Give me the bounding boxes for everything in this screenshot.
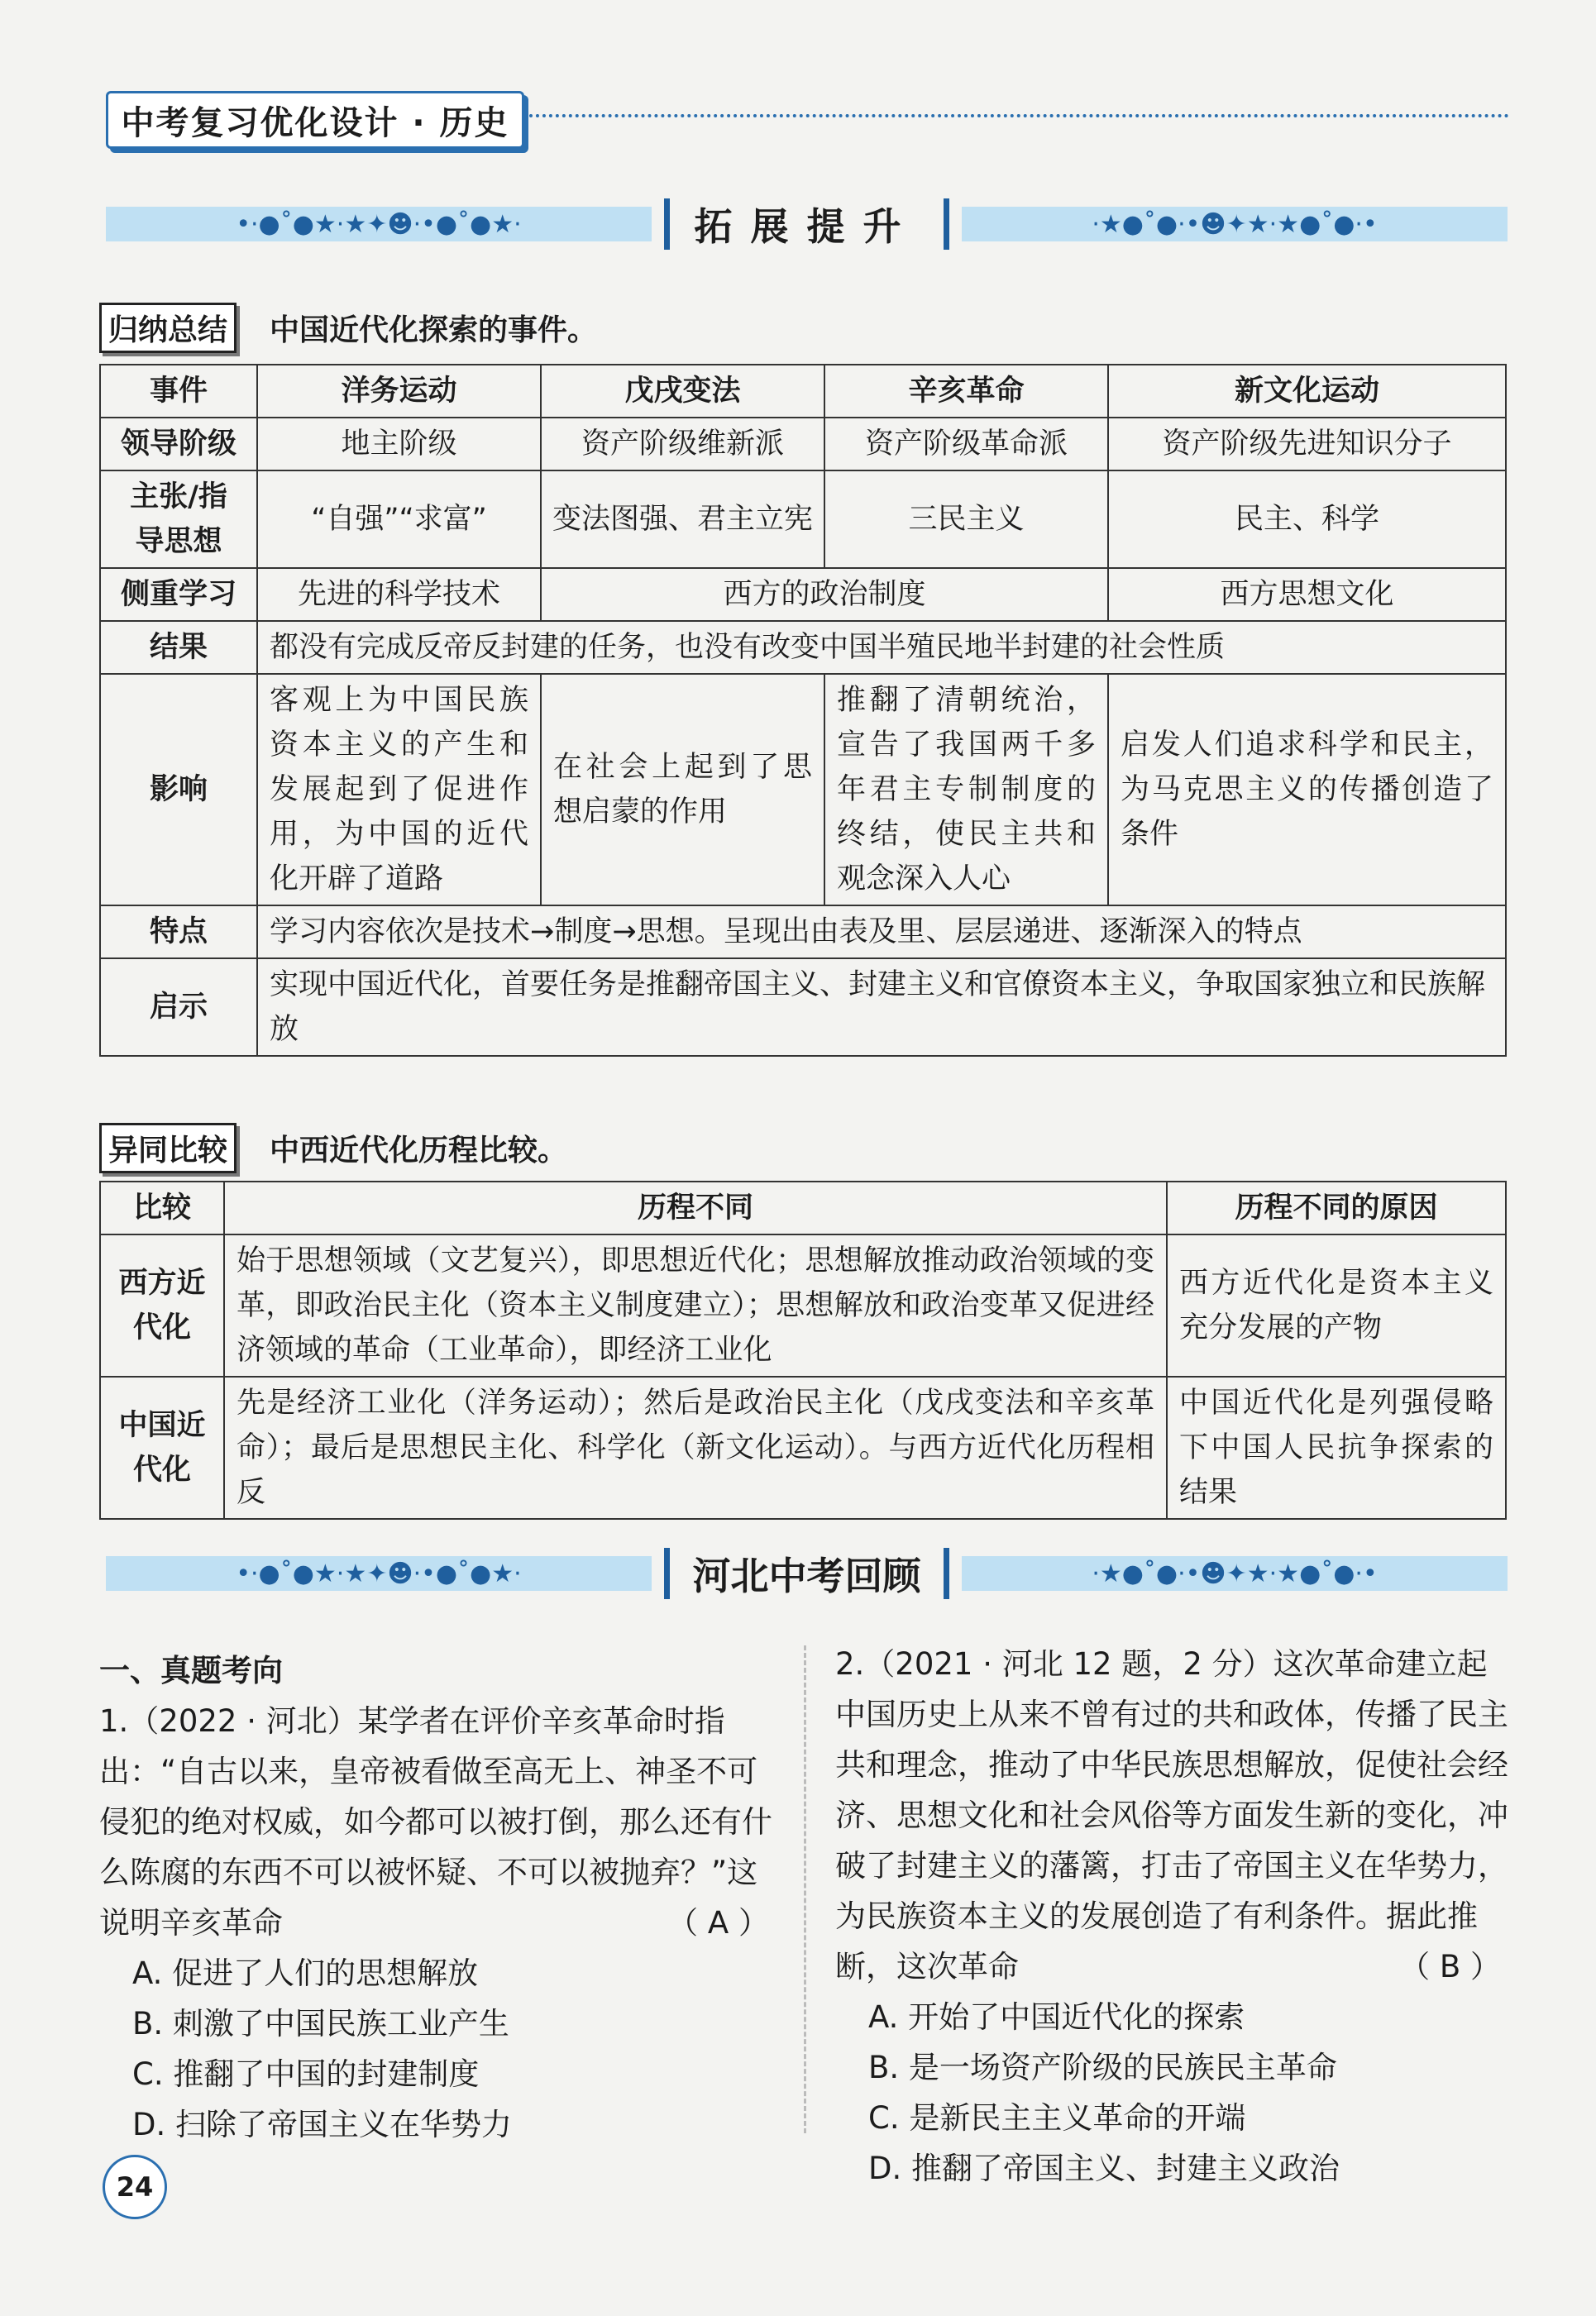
question-column-right bbox=[835, 1639, 1509, 2194]
question-1-answer: （ A ） bbox=[667, 1905, 769, 1941]
table-cell: 客观上为中国民族资本主义的产生和发展起到了促进作用，为中国的近代化开辟了道路 bbox=[257, 674, 541, 905]
table-cell: 在社会上起到了思想启蒙的作用 bbox=[541, 674, 824, 905]
table-row bbox=[100, 418, 1506, 470]
section-summary-title: 中国近代化探索的事件。 bbox=[270, 313, 598, 347]
table-row bbox=[100, 1234, 1506, 1377]
table-cell: 西方近代化是资本主义充分发展的产物 bbox=[1167, 1234, 1506, 1377]
table-cell: 启发人们追求科学和民主，为马克思主义的传播创造了条件 bbox=[1108, 674, 1506, 905]
question-2-option: C. 是新民主主义革命的开端 bbox=[868, 2100, 1246, 2136]
table-row bbox=[100, 621, 1506, 674]
question-2-stem bbox=[835, 1639, 1509, 1992]
question-1-option: D. 扫除了帝国主义在华势力 bbox=[132, 2107, 513, 2142]
tag-summary: 归纳总结 bbox=[99, 303, 237, 353]
banner-decoration-left: •·●˚●★·★✦☻·•●˚●★· bbox=[106, 1556, 652, 1591]
banner-title: 拓展提升 bbox=[664, 198, 949, 250]
question-1-option: B. 刺激了中国民族工业产生 bbox=[132, 2006, 509, 2041]
row-label: 侧重学习 bbox=[100, 568, 257, 621]
table-cell: 都没有完成反帝反封建的任务，也没有改变中国半殖民地半封建的社会性质 bbox=[257, 621, 1506, 674]
table-cell: 三民主义 bbox=[824, 470, 1108, 568]
banner-hebei-review bbox=[106, 1548, 1508, 1599]
section-summary-label bbox=[99, 303, 597, 353]
row-label: 影响 bbox=[100, 674, 257, 905]
question-2-text: 2.（2021 · 河北 12 题，2 分）这次革命建立起中国历史上从来不曾有过的共和政体，传播了民主共和理念，推动了中华民族思想解放，促使社会经济、思想文化和社会风俗等方面发生新的变化，冲破了封建主义的藩篱，打击了帝国主义在华势力，为民族资本主义的发展创造了有利条件。据此推断，这次革命 bbox=[835, 1646, 1508, 1984]
table-cell: 西方的政治制度 bbox=[541, 568, 1108, 621]
banner-expand bbox=[106, 198, 1508, 250]
table-cell: 西方思想文化 bbox=[1108, 568, 1506, 621]
section-compare-title: 中西近代化历程比较。 bbox=[270, 1134, 568, 1168]
question-1-option: C. 推翻了中国的封建制度 bbox=[132, 2056, 480, 2092]
table-cell: 资产阶级先进知识分子 bbox=[1108, 418, 1506, 470]
question-1-text: 1.（2022 · 河北）某学者在评价辛亥革命时指出：“自古以来，皇帝被看做至高无上、神圣不可侵犯的绝对权威，如今都可以被打倒，那么还有什么陈腐的东西不可以被怀疑、不可以被抛弃？”这说明辛亥革命 bbox=[99, 1703, 772, 1941]
table-cell: 先是经济工业化（洋务运动）；然后是政治民主化（戊戌变法和辛亥革命）；最后是思想民主化、科学化（新文化运动）。与西方近代化历程相反 bbox=[224, 1377, 1167, 1519]
header-dotted-rule bbox=[529, 114, 1509, 117]
table-header: 新文化运动 bbox=[1108, 365, 1506, 418]
table-cell: “自强”“求富” bbox=[257, 470, 541, 568]
table-cell: 先进的科学技术 bbox=[257, 568, 541, 621]
question-column-left bbox=[99, 1645, 777, 2150]
banner-title: 河北中考回顾 bbox=[664, 1548, 949, 1599]
table-row bbox=[100, 568, 1506, 621]
table-cell: 资产阶级维新派 bbox=[541, 418, 824, 470]
question-2-answer: （ B ） bbox=[1399, 1949, 1501, 1984]
table-cell: 资产阶级革命派 bbox=[824, 418, 1108, 470]
row-label: 结果 bbox=[100, 621, 257, 674]
table-header: 比较 bbox=[100, 1182, 224, 1234]
question-2-option: A. 开始了中国近代化的探索 bbox=[868, 1999, 1245, 2035]
table-header: 戊戌变法 bbox=[541, 365, 824, 418]
table-cell: 实现中国近代化，首要任务是推翻帝国主义、封建主义和官僚资本主义，争取国家独立和民族解放 bbox=[257, 958, 1506, 1056]
table-row bbox=[100, 958, 1506, 1056]
table-header-row bbox=[100, 1182, 1506, 1234]
column-divider bbox=[804, 1645, 806, 2133]
page-number: 24 bbox=[103, 2155, 167, 2219]
row-label: 中国近代化 bbox=[100, 1377, 224, 1519]
table-header: 事件 bbox=[100, 365, 257, 418]
table-header: 洋务运动 bbox=[257, 365, 541, 418]
header-title: 中考复习优化设计 · 历史 bbox=[106, 91, 524, 149]
row-label: 主张/指导思想 bbox=[100, 470, 257, 568]
table-cell: 变法图强、君主立宪 bbox=[541, 470, 824, 568]
banner-decoration-left: •·●˚●★·★✦☻·•●˚●★· bbox=[106, 207, 652, 241]
row-label: 特点 bbox=[100, 905, 257, 958]
table-header: 辛亥革命 bbox=[824, 365, 1108, 418]
table-cell: 学习内容依次是技术→制度→思想。呈现出由表及里、层层递进、逐渐深入的特点 bbox=[257, 905, 1506, 958]
comparison-table bbox=[99, 1181, 1507, 1520]
table-row bbox=[100, 674, 1506, 905]
question-2-option: D. 推翻了帝国主义、封建主义政治 bbox=[868, 2151, 1340, 2186]
table-cell: 推翻了清朝统治，宣告了我国两千多年君主专制制度的终结，使民主共和观念深入人心 bbox=[824, 674, 1108, 905]
table-cell: 民主、科学 bbox=[1108, 470, 1506, 568]
banner-decoration-right: ·★●˚●·•☻✦★·★●˚●·• bbox=[962, 207, 1508, 241]
row-label: 西方近代化 bbox=[100, 1234, 224, 1377]
tag-compare: 异同比较 bbox=[99, 1123, 237, 1173]
row-label: 领导阶级 bbox=[100, 418, 257, 470]
table-cell: 地主阶级 bbox=[257, 418, 541, 470]
table-cell: 中国近代化是列强侵略下中国人民抗争探索的结果 bbox=[1167, 1377, 1506, 1519]
banner-decoration-right: ·★●˚●·•☻✦★·★●˚●·• bbox=[962, 1556, 1508, 1591]
table-header-row bbox=[100, 365, 1506, 418]
question-1-option: A. 促进了人们的思想解放 bbox=[132, 1955, 479, 1991]
row-label: 启示 bbox=[100, 958, 257, 1056]
questions-section-title: 一、真题考向 bbox=[99, 1653, 283, 1688]
section-compare-label bbox=[99, 1123, 567, 1173]
table-row bbox=[100, 470, 1506, 568]
table-row bbox=[100, 905, 1506, 958]
table-row bbox=[100, 1377, 1506, 1519]
modernization-events-table bbox=[99, 364, 1507, 1057]
question-1-stem bbox=[99, 1696, 777, 1948]
question-2-option: B. 是一场资产阶级的民族民主革命 bbox=[868, 2050, 1337, 2085]
table-header: 历程不同的原因 bbox=[1167, 1182, 1506, 1234]
table-header: 历程不同 bbox=[224, 1182, 1167, 1234]
table-cell: 始于思想领域（文艺复兴），即思想近代化；思想解放推动政治领域的变革，即政治民主化（资本主义制度建立）；思想解放和政治变革又促进经济领域的革命（工业革命），即经济工业化 bbox=[224, 1234, 1167, 1377]
